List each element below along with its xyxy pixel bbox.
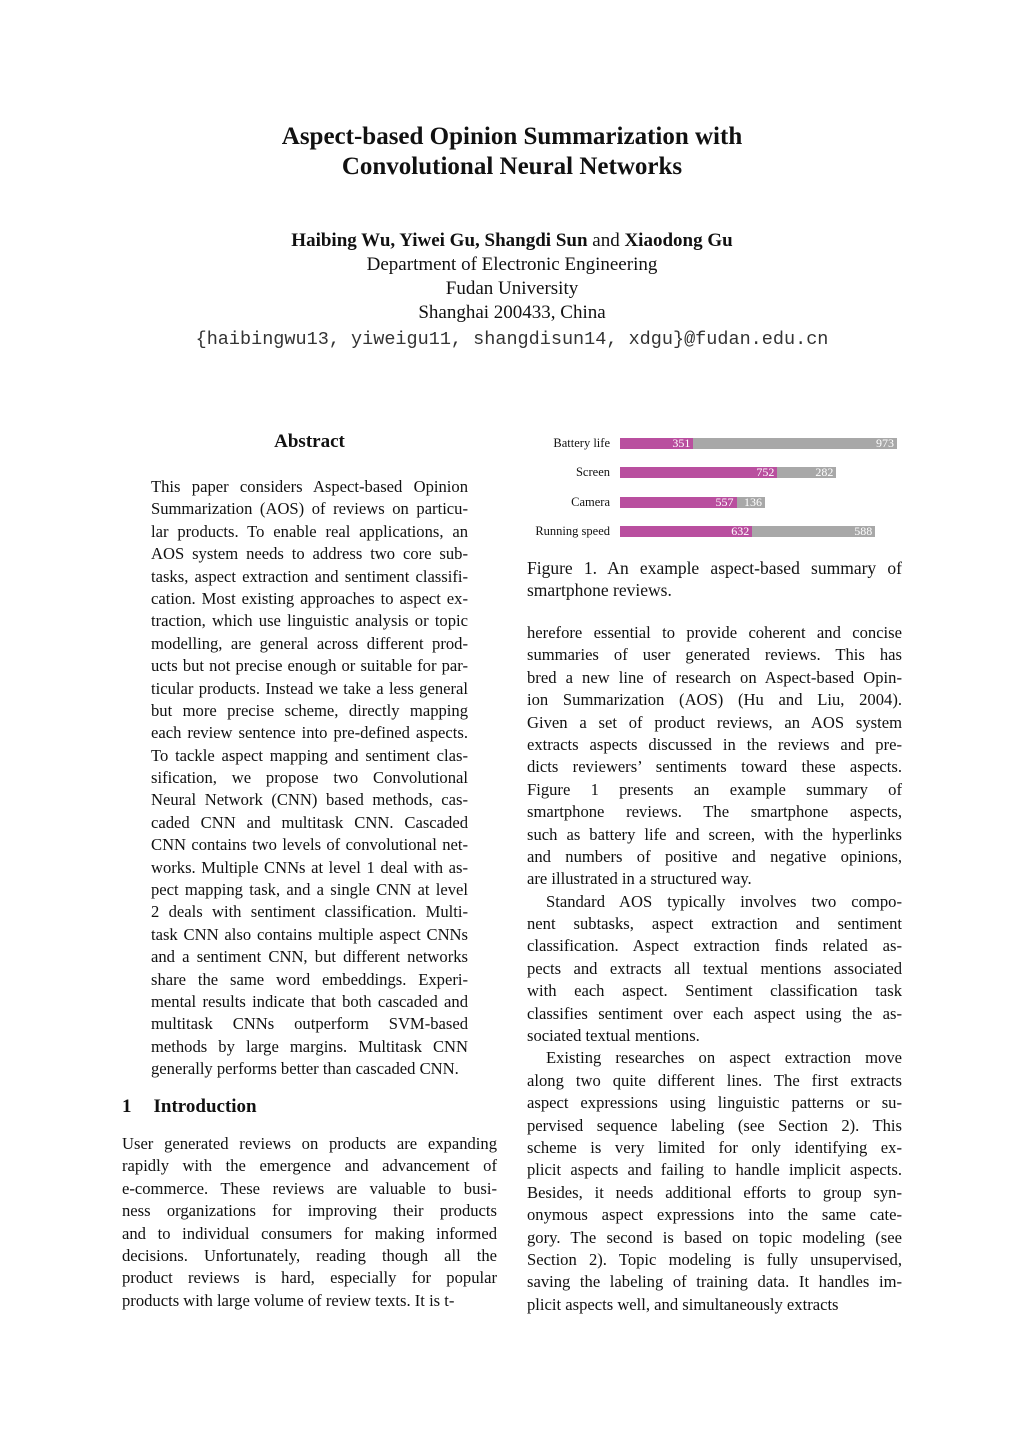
- text-line: are illustrated in a structured way.: [527, 869, 752, 889]
- text-line: such as battery life and screen, with the hyperlinks: [527, 824, 902, 844]
- affiliation-dept: Department of Electronic Engineering: [366, 254, 658, 275]
- text-line: This paper considers Aspect-based Opinion: [151, 477, 468, 496]
- figure-caption: [527, 557, 902, 602]
- text-line: aspect expressions using linguistic patterns or su-: [527, 1093, 902, 1113]
- text-line: User generated reviews on products are expanding: [122, 1134, 497, 1153]
- text-line: ion Summarization (AOS) (Hu and Liu, 2004).: [527, 690, 902, 710]
- text-line: ticular products. Instead we take a less general: [151, 678, 468, 698]
- text-line: dicts reviewers’ sentiments toward these aspects.: [527, 757, 902, 777]
- text-line: Besides, it needs additional efforts to group syn-: [527, 1182, 902, 1202]
- text-line: AOS system needs to address two core sub-: [151, 544, 468, 564]
- category-label: Battery life: [553, 436, 610, 450]
- text-line: along two quite different lines. The first extracts: [527, 1070, 902, 1090]
- text-line: rapidly with the emergence and advancement of: [122, 1156, 497, 1176]
- text-line: multitask CNNs outperform SVM-based: [151, 1014, 468, 1034]
- text-line: mental results indicate that both cascaded and: [151, 991, 468, 1011]
- text-line: each review sentence into pre-defined aspects.: [151, 723, 468, 743]
- text-line: works. Multiple CNNs at level 1 deal with as-: [151, 857, 468, 877]
- text-line: pect mapping task, and a single CNN at level: [151, 880, 468, 900]
- intro-body: [122, 1133, 497, 1312]
- text-line: cation. Most existing approaches to aspect ex-: [151, 588, 468, 608]
- category-label: Camera: [571, 495, 610, 509]
- text-line: classifies sentiment over each aspect using the as-: [527, 1003, 902, 1023]
- text-line: ucts but not precise enough or suitable for par-: [151, 656, 468, 676]
- text-line: caded CNN and multitask CNN. Cascaded: [151, 812, 468, 832]
- text-line: bred a new line of research on Aspect-based Opin-: [527, 667, 902, 687]
- bar-negative: 136: [737, 497, 765, 508]
- title-line: Convolutional Neural Networks: [341, 153, 683, 180]
- text-line: plicit aspects and failing to handle implicit aspects.: [527, 1160, 902, 1180]
- text-line: Neural Network (CNN) based methods, cas-: [151, 790, 468, 810]
- text-line: Summarization (AOS) of reviews on particu-: [151, 499, 468, 519]
- author-and: and: [587, 230, 625, 251]
- text-line: but more precise scheme, directly mapping: [151, 700, 468, 720]
- bar-positive: 632: [620, 526, 752, 537]
- text-line: 2 deals with sentiment classification. Multi-: [151, 902, 468, 922]
- abstract-heading: Abstract: [274, 431, 345, 452]
- paragraph: [527, 1047, 902, 1316]
- text-line: To tackle aspect mapping and sentiment clas-: [151, 745, 468, 765]
- bar-positive: 351: [620, 438, 693, 449]
- text-line: sociated textual mentions.: [527, 1026, 700, 1046]
- text-line: decisions. Unfortunately, reading though all the: [122, 1245, 497, 1265]
- text-line: modelling, are general across different prod-: [151, 633, 468, 653]
- title-line: Aspect-based Opinion Summarization with: [281, 123, 743, 150]
- text-line: products with large volume of review texts. It is t-: [122, 1290, 455, 1310]
- text-line: extracts aspects discussed in the reviews and pre-: [527, 734, 902, 754]
- text-line: Given a set of product reviews, an AOS system: [527, 712, 902, 732]
- affiliation-address: Shanghai 200433, China: [418, 302, 606, 323]
- text-line: generally performs better than cascaded CNN.: [151, 1059, 459, 1079]
- authors: [0, 229, 1024, 253]
- bar-positive: 752: [620, 467, 777, 478]
- text-line: pects and extracts all textual mentions associated: [527, 958, 902, 978]
- text-line: gory. The second is based on topic modeling (see: [527, 1227, 902, 1247]
- text-line: herefore essential to provide coherent and concise: [527, 623, 902, 642]
- text-line: classification. Aspect extraction finds related as-: [527, 936, 902, 956]
- text-line: pervised sequence labeling (see Section 2). This: [527, 1115, 902, 1135]
- affiliation-univ: Fudan University: [445, 278, 579, 299]
- text-line: CNN contains two levels of convolutional net-: [151, 835, 468, 855]
- text-line: Figure 1 presents an example summary of: [527, 779, 902, 799]
- text-line: saving the labeling of training data. It handles im-: [527, 1272, 902, 1292]
- section-title: Introduction: [153, 1096, 257, 1117]
- bar-positive: 557: [620, 497, 737, 508]
- text-line: smartphone reviews.: [527, 580, 672, 601]
- abstract-body: [151, 476, 468, 1081]
- text-line: ness organizations for improving their products: [122, 1201, 497, 1221]
- bar-negative: 973: [693, 438, 897, 449]
- emails: {haibingwu13, yiweigu11, shangdisun14, xdgu}@fudan.edu.cn: [195, 329, 829, 350]
- author-block: [0, 229, 1024, 325]
- text-line: Standard AOS typically involves two compo-: [546, 891, 902, 911]
- text-line: and numbers of positive and negative opinions,: [527, 846, 902, 866]
- author-names: Haibing Wu, Yiwei Gu, Shangdi Sun: [291, 230, 588, 251]
- text-line: summaries of user generated reviews. This has: [527, 645, 902, 665]
- text-line: with each aspect. Sentiment classification task: [527, 981, 902, 1001]
- paragraph: [527, 622, 902, 891]
- text-line: task CNN also contains multiple aspect CNNs: [151, 924, 468, 944]
- text-line: product reviews is hard, especially for popular: [122, 1268, 497, 1288]
- text-line: Section 2). Topic modeling is fully unsupervised,: [527, 1249, 902, 1269]
- text-line: e-commerce. These reviews are valuable to busi-: [122, 1178, 497, 1198]
- right-column-body: [527, 622, 902, 1316]
- text-line: smartphone reviews. The smartphone aspects,: [527, 802, 902, 822]
- bar-negative: 588: [752, 526, 875, 537]
- paper-title: [0, 122, 1024, 182]
- text-line: scheme is very limited for only identifying ex-: [527, 1137, 902, 1157]
- text-line: traction, which use linguistic analysis or topic: [151, 611, 468, 631]
- category-label: Screen: [575, 465, 610, 479]
- text-line: onymous aspect expressions into the same cate-: [527, 1205, 902, 1225]
- text-line: sification, we propose two Convolutional: [151, 768, 468, 788]
- text-line: tasks, aspect extraction and sentiment classifi-: [151, 566, 468, 586]
- bar-negative: 282: [777, 467, 836, 478]
- text-line: and a sentiment CNN, but different networks: [151, 947, 468, 967]
- section-heading: [122, 1096, 257, 1118]
- author-name: Xiaodong Gu: [624, 230, 733, 251]
- paragraph: [527, 891, 902, 1048]
- text-line: Existing researches on aspect extraction move: [546, 1048, 902, 1068]
- section-number: 1: [122, 1096, 132, 1117]
- text-line: plicit aspects well, and simultaneously extracts: [527, 1294, 839, 1314]
- text-line: lar products. To enable real applications, an: [151, 521, 468, 541]
- category-label: Running speed: [535, 524, 610, 538]
- text-line: and to individual consumers for making informed: [122, 1223, 497, 1243]
- text-line: methods by large margins. Multitask CNN: [151, 1036, 468, 1056]
- text-line: share the same word embeddings. Experi-: [151, 969, 468, 989]
- text-line: nent subtasks, aspect extraction and sentiment: [527, 914, 902, 934]
- text-line: Figure 1. An example aspect-based summary of: [527, 558, 902, 578]
- figure-1-chart: [520, 430, 910, 545]
